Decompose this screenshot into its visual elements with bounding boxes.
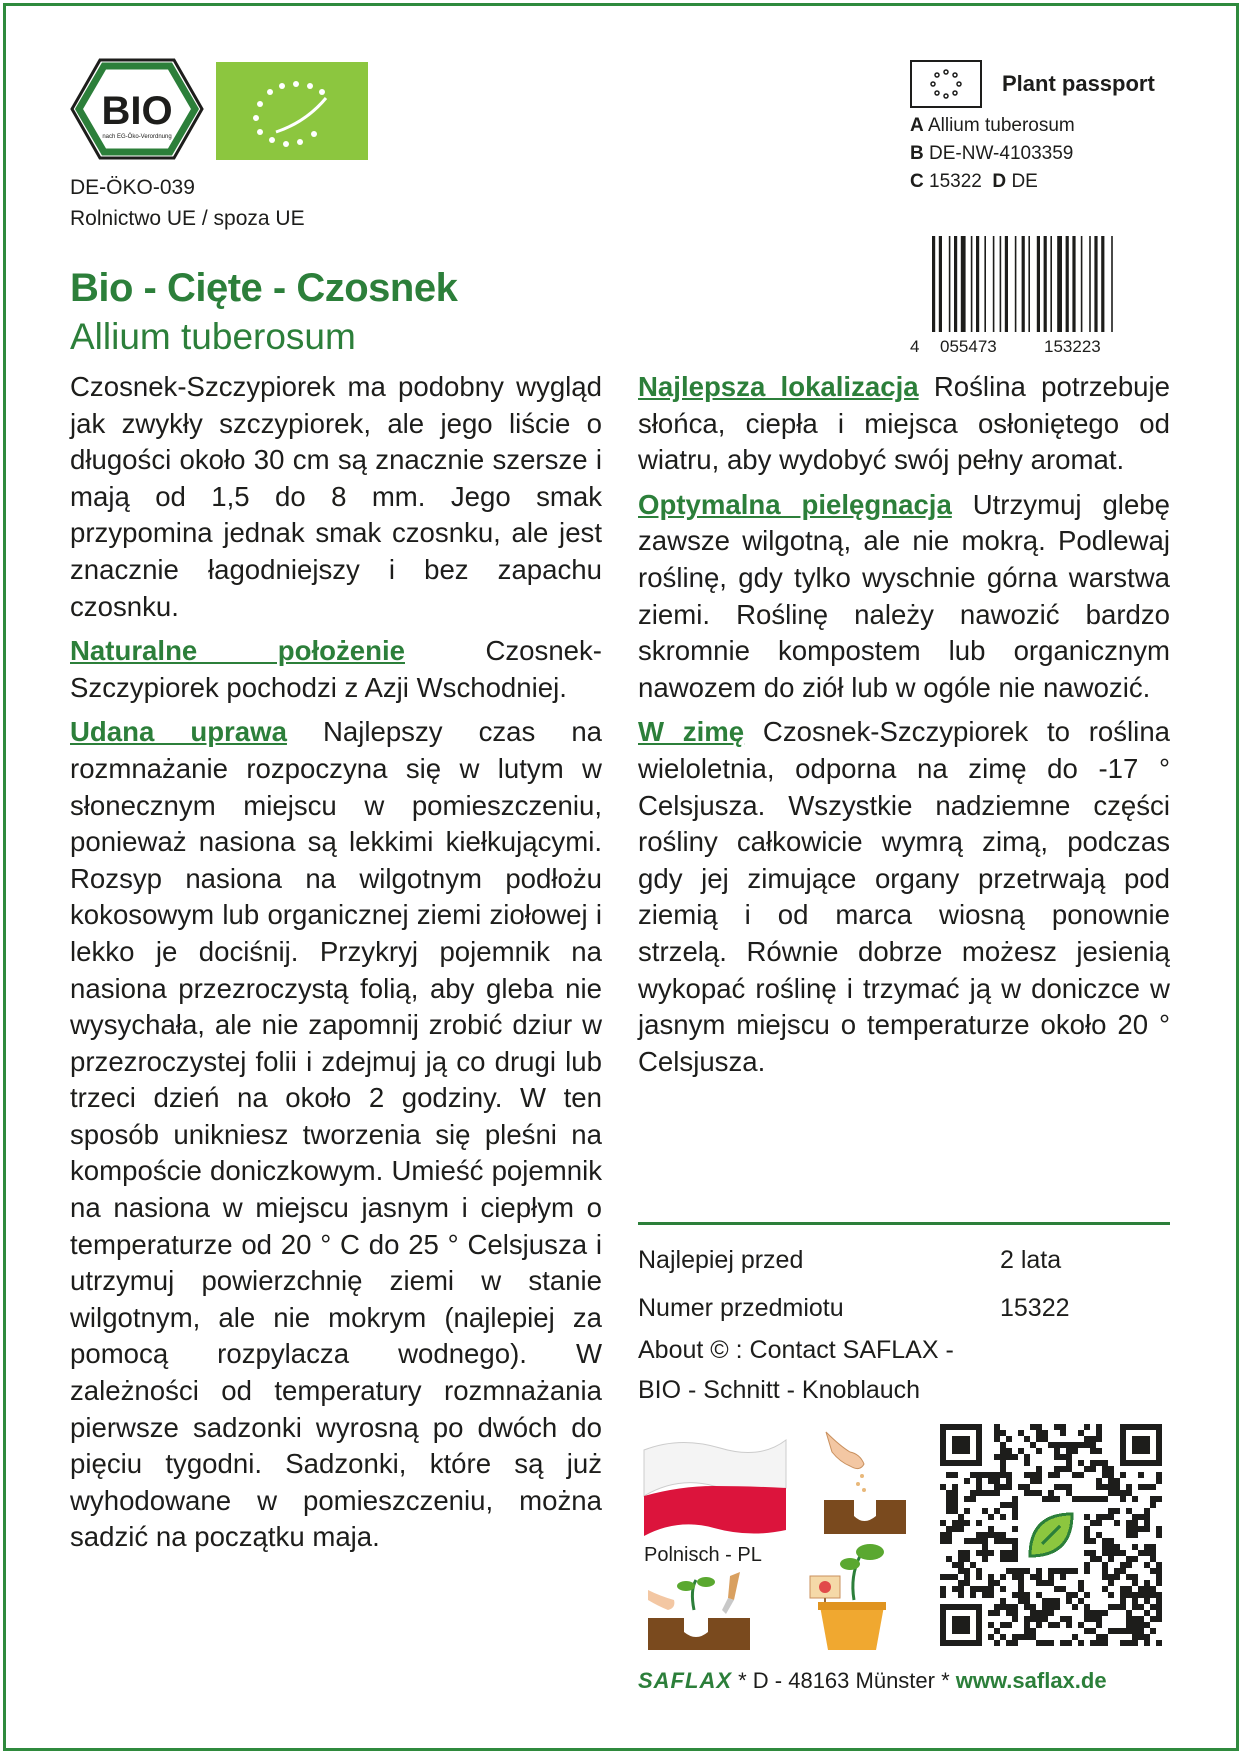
plant-passport-a: A Allium tuberosum (910, 115, 1075, 136)
left-column (70, 369, 602, 1564)
natural-heading: Naturalne położenie (70, 635, 405, 667)
certification-code: DE-ÖKO-039 (70, 176, 195, 199)
info-divider (638, 1222, 1170, 1225)
care-paragraph: Optymalna pielęgnacja Utrzymuj glebę zawsze wilgotną, ale nie mokrą. Podlewaj roślinę, gdy tylko wyschnie górna warstwa ziemi. Roślinę należy nawozić bardzo skromnie kompostem lub organicznym nawozem do ziół lub w ogóle nie nawozić. (638, 488, 1170, 703)
certification-origin: Rolnictwo UE / spoza UE (70, 207, 305, 230)
cultivation-heading: Udana uprawa (70, 716, 287, 748)
language-label: Polnisch - PL (644, 1544, 762, 1566)
footer-website[interactable]: www.saflax.de (955, 1668, 1107, 1693)
best-before-value: 2 lata (1000, 1246, 1062, 1274)
product-latin-name: Allium tuberosum (70, 316, 356, 357)
natural-paragraph: Naturalne położenie Czosnek-Szczypiorek pochodzi z Azji Wschodniej. (70, 635, 602, 703)
winter-paragraph: W zimę Czosnek-Szczypiorek to roślina wieloletnia, odporna na zimę do -17 ° Celsjusza. Wszystkie nadziemne części rośliny całkowicie wymrą zimą, podczas gdy jej zimujące organy przetrwają pod ziemią i od marca wiosną ponownie strzelą. Równie dobrze możesz jesienią wykopać roślinę i trzymać ją w doniczce w jasnym miejscu o temperaturze około 20 ° Celsjusza. (638, 716, 1171, 1077)
bio-logo-subtext: nach EG-Öko-Verordnung (102, 134, 172, 140)
potted-seedling-icon (800, 1536, 900, 1652)
product-title: Bio - Cięte - Czosnek (70, 266, 458, 310)
best-before-label: Najlepiej przed (638, 1246, 804, 1274)
qr-code (940, 1424, 1162, 1646)
item-number-value: 15322 (1000, 1294, 1070, 1322)
polish-flag-icon (640, 1430, 790, 1540)
sowing-hand-icon (820, 1426, 910, 1536)
barcode-digit-1: 4 (910, 337, 920, 356)
about-line-2: BIO - Schnitt - Knoblauch (638, 1376, 921, 1404)
barcode-digits-2: 055473 (940, 337, 997, 356)
bio-logo-text: BIO (101, 89, 173, 133)
plant-passport-title: Plant passport (1002, 71, 1155, 96)
saflax-brand: SAFLAX (638, 1668, 732, 1693)
bio-hexagon-logo (70, 58, 204, 160)
intro-paragraph: Czosnek-Szczypiorek ma podobny wygląd jak zwykły szczypiorek, ale jego liście o długości około 30 cm są znacznie szersze i mają od 1,5 do 8 mm. Jego smak przypomina jednak smak czosnku, ale jest znacznie łagodniejszy i bez zapachu czosnku. (70, 371, 602, 622)
location-heading: Najlepsza lokalizacja (638, 371, 919, 402)
plant-passport-cd: C 15322 D DE (910, 171, 1038, 192)
plant-passport-b: B DE-NW-4103359 (910, 143, 1074, 164)
item-number-label: Numer przedmiotu (638, 1294, 844, 1322)
winter-heading: W zimę (638, 716, 745, 748)
barcode (910, 236, 1146, 356)
eu-flag-icon (910, 60, 982, 108)
right-column (638, 369, 1170, 1088)
about-line-1: About © : Contact SAFLAX - (638, 1336, 954, 1364)
location-paragraph: Najlepsza lokalizacja Roślina potrzebuje słońca, ciepła i miejsca osłoniętego od wiatru, aby wydobyć swój pełny aromat. (638, 371, 1171, 476)
footer-address: * D - 48163 Münster * (732, 1668, 956, 1693)
cultivation-paragraph: Udana uprawa Najlepszy czas na rozmnażanie rozpoczyna się w lutym w słonecznym miejscu w pomieszczeniu, ponieważ nasiona są lekkimi kiełkującymi. Rozsyp nasiona na wilgotnym podłożu kokosowym lub organicznej ziemi ziołowej i lekko je dociśnij. Przykryj pojemnik na nasiona przezroczystą folią, aby gleba nie wysychała, ale nie zapomnij zrobić dziur w przezroczystej folii i zdejmuj ją co drugi lub trzeci dzień na około 2 godziny. W ten sposób unikniesz tworzenia się pleśni na kompoście doniczkowym. Umieść pojemnik na nasiona w miejscu jasnym i ciepłym o temperaturze od 20 ° C do 25 ° Celsjusza i utrzymuj powierzchnię ziemi w stanie wilgotnym, ale nie mokrym (najlepiej za pomocą rozpylacza wodnego). W zależności od temperatury rozmnażania pierwsze sadzonki wyrosną po dwóch do pięciu tygodni. Sadzonki, które są już wyhodowane w pomieszczeniu, można sadzić na początku maja. (70, 716, 603, 1553)
planting-icon (644, 1570, 754, 1652)
barcode-digits-3: 153223 (1044, 337, 1101, 356)
care-heading: Optymalna pielęgnacja (638, 488, 952, 520)
eu-organic-leaf-logo (216, 62, 368, 160)
footer (638, 1668, 1107, 1694)
